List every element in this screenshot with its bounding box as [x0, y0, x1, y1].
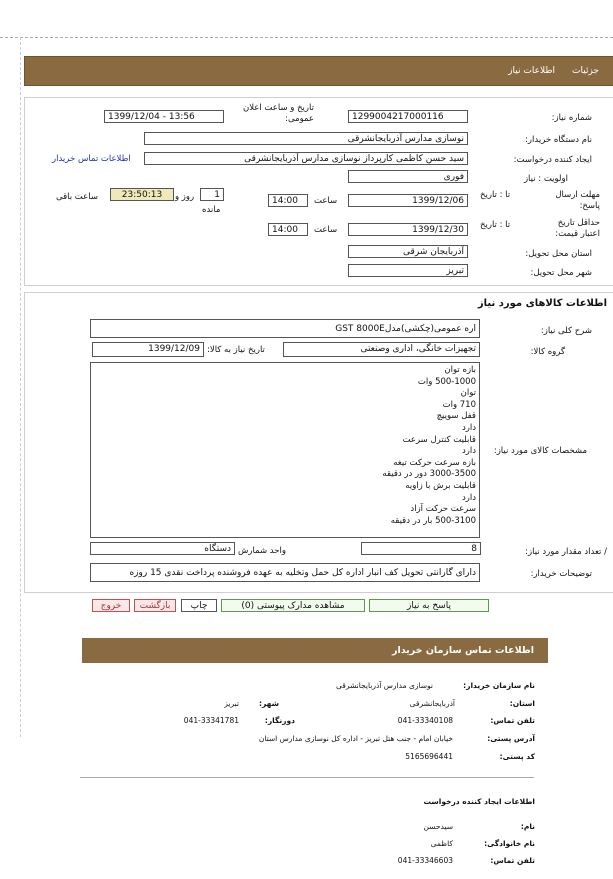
- contact-phone-label: تلفن تماس:: [490, 716, 535, 725]
- qty-label: / تعداد مقدار مورد نیاز:: [525, 547, 607, 557]
- province-label: استان محل تحویل:: [525, 249, 592, 259]
- contact-fax-label: دورنگار:: [264, 716, 295, 725]
- contact-postal: 5165696441: [405, 752, 453, 761]
- need-date-label: تاریخ نیاز به کالا:: [207, 345, 265, 355]
- contact-city-label: شهر:: [259, 699, 279, 708]
- creator-phone-label: تلفن تماس:: [490, 856, 535, 865]
- deadline-date-field: 1399/12/06: [348, 194, 468, 207]
- announce-datetime-field: 1399/12/04 - 13:56: [104, 110, 224, 123]
- print-button[interactable]: چاپ: [181, 599, 217, 612]
- creator-field: سید حسن کاظمی کارپرداز نوسازی مدارس آذربایجانشرقی: [144, 152, 468, 165]
- contact-fax: 041-33341781: [183, 716, 239, 725]
- need-number-field: 1299004217000116: [348, 110, 468, 123]
- page-header-bar: [24, 56, 613, 86]
- creator-family-label: نام خانوادگی:: [484, 839, 535, 848]
- spec-line: 500-3100 بار در دقیقه: [390, 515, 476, 526]
- deadline-time-field: 14:00: [268, 194, 308, 207]
- creator-phone: 041-33346603: [397, 856, 453, 865]
- unit-field: دستگاه: [90, 542, 235, 555]
- spec-line: قفل سوییچ: [436, 411, 476, 422]
- spec-line: توان: [460, 388, 476, 399]
- remaining-timer: 23:50:13: [110, 188, 174, 201]
- spec-line: بازه توان: [444, 365, 476, 375]
- deadline-to-date-label: تا : تاریخ: [480, 190, 511, 200]
- unit-label: واحد شمارش: [238, 546, 286, 556]
- tab-need-info[interactable]: اطلاعات نیاز: [508, 66, 555, 76]
- remaining-days-label: روز و: [175, 192, 195, 202]
- remaining-days-field: 1: [200, 188, 224, 201]
- contact-postal-label: کد پستی:: [499, 752, 535, 761]
- buyer-org-label: نام دستگاه خریدار:: [525, 135, 592, 145]
- buyer-org-field: نوسازی مدارس آذربایجانشرقی: [144, 132, 468, 145]
- qty-field: 8: [361, 542, 481, 555]
- reply-button[interactable]: پاسخ به نیاز: [369, 599, 489, 612]
- contact-title: اطلاعات تماس سازمان خریدار: [391, 645, 534, 656]
- city-label: شهر محل تحویل:: [530, 268, 592, 278]
- creator-family: کاظمی: [430, 839, 453, 848]
- min-validity-label: حداقل تاریخ اعتبار قیمت:: [555, 218, 600, 239]
- priority-field: فوری: [348, 170, 468, 183]
- validity-to-date-label: تا : تاریخ: [480, 220, 511, 230]
- exit-button[interactable]: خروج: [92, 599, 130, 612]
- spec-line: بازه سرعت حرکت تیغه: [393, 457, 476, 468]
- province-field: آذربایجان شرقی: [348, 245, 468, 258]
- contact-city: تبریز: [224, 699, 239, 708]
- contact-header-bar: [82, 638, 548, 663]
- need-desc-label: شرح کلی نیاز:: [540, 326, 592, 336]
- contact-province-label: استان:: [509, 699, 535, 708]
- creator-info-title: اطلاعات ایجاد کننده درخواست: [423, 797, 535, 806]
- creator-label: ایجاد کننده درخواست:: [513, 155, 592, 165]
- goods-group-label: گروه کالا:: [530, 347, 565, 357]
- spec-label: مشخصات کالای مورد نیاز:: [493, 446, 587, 456]
- need-desc-field: اره عمومی(چکشی)مدلGST 8000E: [90, 319, 480, 338]
- spec-line: قابلیت کنترل سرعت: [402, 434, 476, 445]
- spec-line: 500-1000 وات: [417, 376, 476, 387]
- left-rule: [20, 37, 21, 737]
- need-number-label: شماره نیاز:: [551, 113, 592, 123]
- need-date-field: 1399/12/09: [92, 342, 204, 357]
- deadline-label: مهلت ارسال پاسخ:: [555, 190, 600, 211]
- city-field: تبریز: [348, 264, 468, 277]
- spec-line: سرعت حرکت آزاد: [410, 504, 476, 515]
- remaining-hours-label: ساعت باقی: [56, 192, 98, 202]
- contact-address: خیابان امام - جنب هتل تبریز - اداره کل نوسازی مدارس استان: [258, 734, 453, 743]
- goods-title: اطلاعات کالاهای مورد نیاز: [477, 298, 607, 309]
- back-button[interactable]: بازگشت: [134, 599, 176, 612]
- contact-address-label: آدرس پستی:: [487, 734, 535, 743]
- announce-label: تاریخ و ساعت اعلان عمومی:: [242, 103, 314, 124]
- contact-province: آذربایجانشرقی: [409, 699, 455, 708]
- validity-hour-label: ساعت: [314, 225, 338, 235]
- creator-name: سیدحسن: [423, 822, 453, 831]
- spec-line: قابلیت برش با زاویه: [405, 480, 476, 491]
- buyer-notes-field: دارای گارانتی تحویل کف انبار اداره کل حمل وتخلیه به عهده فروشنده پرداخت نقدی 15 روزه: [90, 563, 480, 582]
- remaining-word-label: مانده: [202, 205, 221, 215]
- contact-separator: [80, 777, 534, 778]
- contact-phone: 041-33340108: [397, 716, 453, 725]
- tab-details[interactable]: جزئیات: [572, 66, 599, 76]
- spec-textarea: [90, 362, 480, 538]
- top-divider: [0, 37, 613, 38]
- contact-org-label: نام سازمان خریدار:: [463, 681, 535, 690]
- creator-name-label: نام:: [520, 822, 535, 831]
- validity-time-field: 14:00: [268, 223, 308, 236]
- validity-date-field: 1399/12/30: [348, 223, 468, 236]
- buyer-notes-label: توضیحات خریدار:: [530, 569, 592, 579]
- spec-line: 710 وات: [442, 399, 476, 410]
- spec-line: دارد: [461, 446, 476, 457]
- spec-line: دارد: [461, 492, 476, 503]
- goods-group-field: تجهیزات خانگی، اداری وصنعتی: [283, 342, 480, 357]
- contact-org: نوسازی مدارس آذربایجانشرقی: [336, 681, 433, 690]
- deadline-hour-label: ساعت: [314, 196, 338, 206]
- priority-label: اولویت : نیاز: [523, 174, 568, 184]
- spec-line: 3000-3500 دور در دقیقه: [382, 469, 476, 480]
- attachments-button[interactable]: مشاهده مدارک پیوستی (0): [221, 599, 365, 612]
- spec-line: دارد: [461, 422, 476, 433]
- buyer-contact-link[interactable]: اطلاعات تماس خریدار: [52, 154, 131, 164]
